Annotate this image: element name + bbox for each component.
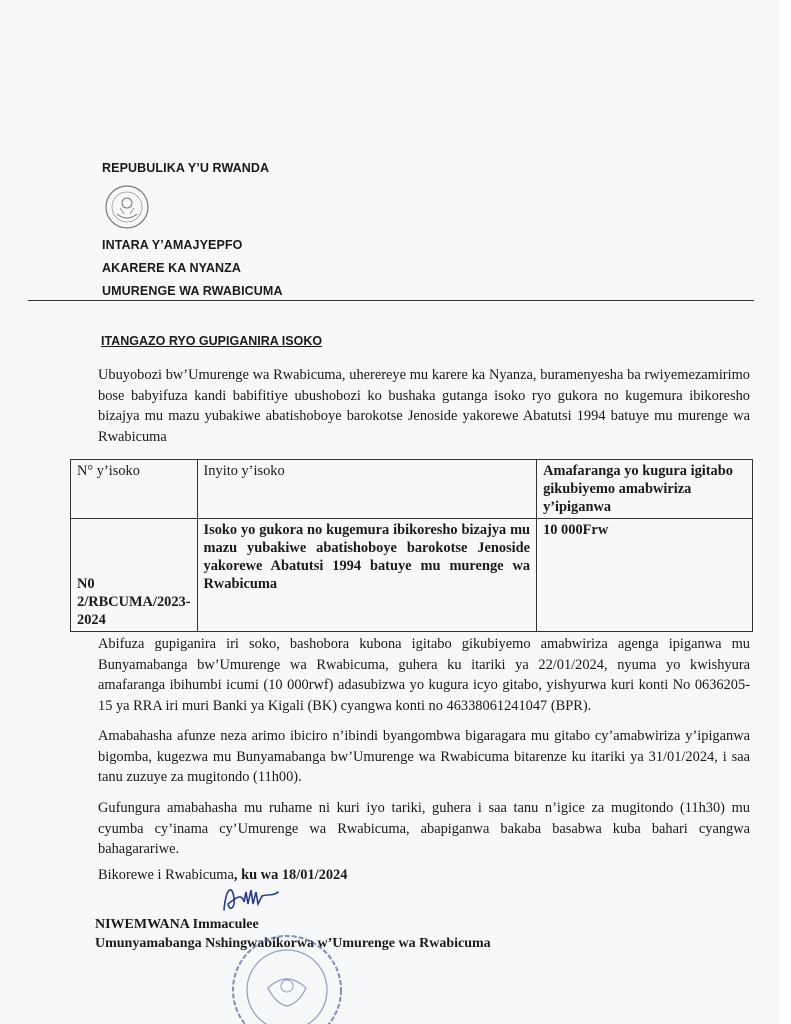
signoff-place: Bikorewe i Rwabicuma	[98, 867, 234, 883]
signatory-role: Umunyamabanga Nshingwabikorwa w’Umurenge wa Rwabicuma	[95, 936, 491, 951]
table-row	[71, 519, 753, 632]
table-header-price: Amafaranga yo kugura igitabo gikubiyemo amabwiriza y’ipiganwa	[537, 460, 753, 519]
signatory-name: NIWEMWANA Immaculee	[95, 917, 259, 932]
tender-table	[70, 459, 753, 632]
header-republic: REPUBULIKA Y’U RWANDA	[102, 161, 270, 175]
header-district: AKARERE KA NYANZA	[102, 261, 241, 275]
tender-description: Isoko yo gukora no kugemura ibikoresho bizajya mu mazu yubakiwe abatishoboye barokotse Jenoside yakorewe Abatutsi 1994 batuye mu murenge wa Rwabicuma	[197, 519, 537, 632]
paragraph-opening: Gufungura amabahasha mu ruhame ni kuri iyo tariki, guhera i saa tanu n’igice za mugitondo (11h30) mu cyumba cy’inama cy’Umurenge wa Rwabicuma, abapiganwa bakaba basabwa kuba bahari cyangwa bahagarariwe.	[98, 800, 750, 857]
intro-paragraph: Ubuyobozi bw’Umurenge wa Rwabicuma, uherereye mu karere ka Nyanza, buramenyesha ba rwiyemezamirimo bose babyifuza kandi babifitiye ubushobozi ko bushaka gutanga isoko ryo gukora no kugemura ibikoresho bizajya mu mazu yubakiwe abatishoboye barokotse Jenoside yakorewe Abatutsi 1994 batuye mu murenge wa Rwabicuma	[98, 367, 750, 445]
table-header-description: Inyito y’isoko	[197, 460, 537, 519]
signoff-date: , ku wa 18/01/2024	[233, 867, 348, 883]
table-header-number: N° y’isoko	[71, 460, 198, 519]
official-stamp-icon	[226, 930, 348, 1024]
header-province: INTARA Y’AMAJYEPFO	[102, 238, 243, 252]
page-edge	[779, 0, 791, 1024]
header-sector: UMURENGE WA RWABICUMA	[102, 284, 283, 298]
tender-price: 10 000Frw	[537, 519, 753, 632]
paragraph-purchase: Abifuza gupiganira iri soko, bashobora kubona igitabo gikubiyemo amabwiriza agenga ipiganwa mu Bunyamabanga bw’Umurenge wa Rwabicuma, guhera ku itariki ya 22/01/2024, nyuma yo kwishyura amafaranga ibihumbi icumi (10 000rwf) adasubizwa yo kugura icyo gitabo, yishyurwa kuri konti No 0636205-15 ya RRA iri muri Banki ya Kigali (BK) cyangwa konti no 46338061241047 (BPR).	[98, 636, 750, 714]
rwanda-coat-of-arms-icon	[104, 184, 150, 230]
table-header-row	[71, 460, 753, 519]
paragraph-submission: Amabahasha afunze neza arimo ibiciro n’ibindi byangombwa bigaragara mu gitabo cy’amabwiriza y’ipiganwa bigomba, kugezwa mu Bunyamabanga bw’Umurenge wa Rwabicuma bitarenze ku itariki ya 31/01/2024, i saa tanu zuzuye za mugitondo (11h00).	[98, 728, 750, 785]
handwritten-signature-icon	[220, 878, 282, 918]
notice-title: ITANGAZO RYO GUPIGANIRA ISOKO	[101, 334, 323, 348]
header-divider	[28, 300, 754, 301]
tender-number: N0 2/RBCUMA/2023-2024	[71, 519, 198, 632]
